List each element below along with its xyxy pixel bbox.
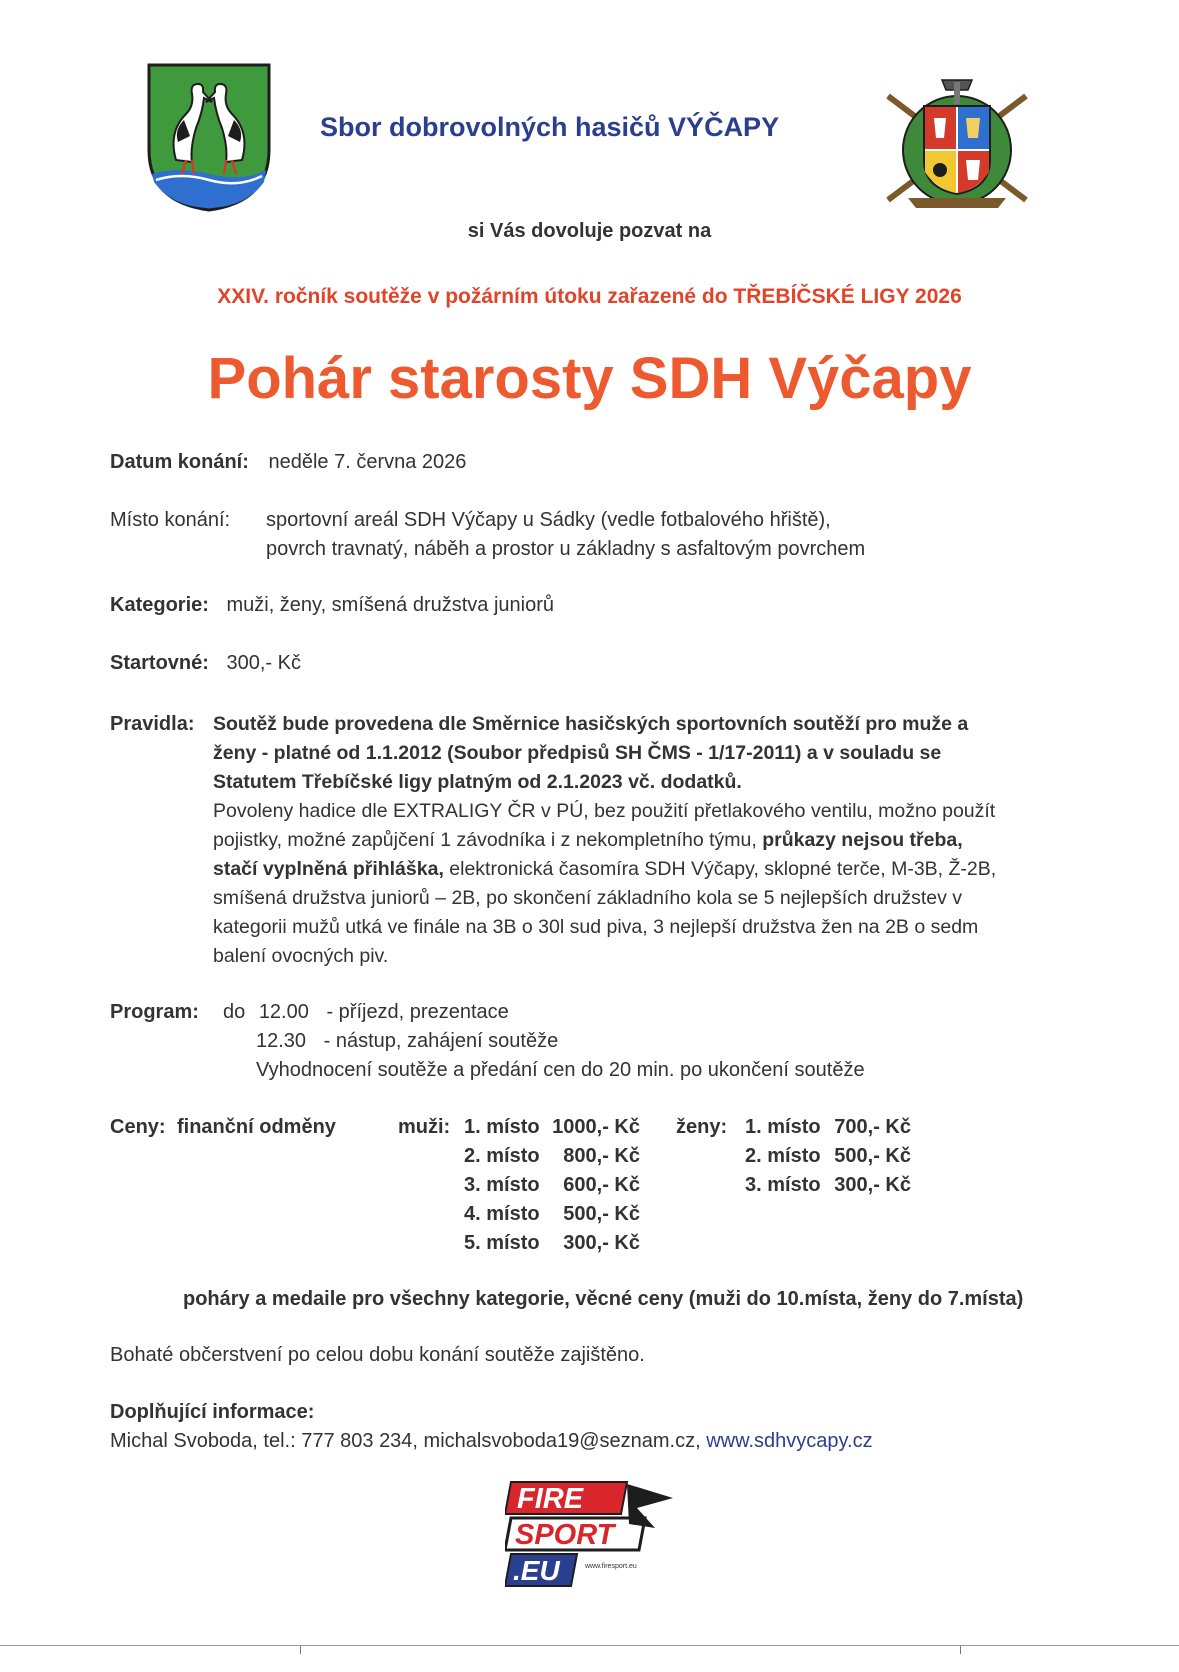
program-line-1-prefix: do (223, 1001, 246, 1023)
firesport-logo (505, 1478, 675, 1590)
event-subtitle: XXIV. ročník soutěže v požárním útoku zařazené do TŘEBÍČSKÉ LIGY 2026 (217, 285, 962, 308)
organization-name: Sbor dobrovolných hasičů VÝČAPY (320, 112, 780, 142)
firesport-small-url: www.firesport.eu (585, 1563, 637, 1570)
firesport-line-1: FIRE (517, 1483, 584, 1515)
men-prize-3: 3. místo 600,- Kč (464, 1174, 640, 1196)
event-title: Pohár starosty SDH Výčapy (207, 346, 972, 411)
fee-value: 300,- Kč (226, 652, 301, 674)
women-prizes (745, 1113, 911, 1200)
coat-of-arms-logo (146, 62, 272, 212)
bottom-tick-left (300, 1646, 301, 1654)
men-prize-1: 1. místo 1000,- Kč (464, 1116, 640, 1138)
fee-label: Startovné: (110, 652, 209, 674)
men-prizes (464, 1113, 640, 1258)
rules-line-9: balení ovocných piv. (213, 945, 389, 967)
rules-text (213, 710, 996, 971)
men-prize-5: 5. místo 300,- Kč (464, 1232, 640, 1254)
fee-row (110, 649, 301, 677)
men-prize-2: 2. místo 800,- Kč (464, 1145, 640, 1167)
program-line-2-text: - nástup, zahájení soutěže (323, 1030, 559, 1052)
rules-line-4: Povoleny hadice dle EXTRALIGY ČR v PÚ, bez použití přetlakového ventilu, možno použít (213, 800, 996, 822)
program-line-1-text: - příjezd, prezentace (326, 1001, 509, 1023)
program-line-3: Vyhodnocení soutěže a předání cen do 20 min. po ukončení soutěže (256, 1059, 865, 1081)
trophies-text: poháry a medaile pro všechny kategorie, věcné ceny (muži do 10.místa, ženy do 7.místa) (183, 1288, 1024, 1310)
women-prize-2: 2. místo 500,- Kč (745, 1145, 911, 1167)
rules-label: Pravidla: (110, 713, 195, 735)
program-label: Program: (110, 1001, 199, 1023)
bottom-tick-right (960, 1646, 961, 1654)
rules-line-5-normal: pojistky, možné zapůjčení 1 závodníka i z nekompletního týmu, (213, 829, 757, 851)
date-label: Datum konání: (110, 451, 249, 473)
firesport-line-2: SPORT (515, 1519, 615, 1551)
rules-bold-line-2: ženy - platné od 1.1.2012 (Soubor předpisů SH ČMS - 1/17-2011) a v souladu se (213, 742, 942, 764)
rules-bold-line-3: Statutem Třebíčské ligy platným od 2.1.2023 vč. dodatků. (213, 771, 742, 793)
rules-line-6-bold: stačí vyplněná přihláška, (213, 858, 444, 880)
firesport-line-3: .EU (513, 1555, 560, 1586)
info-label: Doplňující informace: (110, 1401, 315, 1423)
place-label: Místo konání: (110, 509, 231, 531)
rules-line-5-bold: průkazy nejsou třeba, (762, 829, 963, 851)
program-line-1-time: 12.00 (258, 1001, 309, 1023)
men-label: muži: (398, 1116, 451, 1138)
refreshments-text: Bohaté občerstvení po celou dobu konání soutěže zajištěno. (110, 1344, 645, 1366)
women-prize-3: 3. místo 300,- Kč (745, 1174, 911, 1196)
contact-details: Michal Svoboda, tel.: 777 803 234, michalsvoboda19@seznam.cz, (110, 1430, 701, 1452)
prizes-type: finanční odměny (177, 1116, 336, 1138)
category-value: muži, ženy, smíšená družstva juniorů (226, 594, 555, 616)
rules-line-8: kategorii mužů utká ve finále na 3B o 30l sud piva, 3 nejlepší družstva žen na 2B o sedm (213, 916, 979, 938)
women-prize-1: 1. místo 700,- Kč (745, 1116, 911, 1138)
info-contact-row (110, 1427, 873, 1455)
date-row (110, 448, 466, 476)
place-line-1: sportovní areál SDH Výčapy u Sádky (vedle fotbalového hřiště), (266, 509, 831, 531)
program-line-1 (223, 998, 509, 1026)
rules-bold-line-1: Soutěž bude provedena dle Směrnice hasičských sportovních soutěží pro muže a (213, 713, 969, 735)
rules-line-6-normal: elektronická časomíra SDH Výčapy, sklopné terče, M-3B, Ž-2B, (449, 858, 997, 880)
website-link[interactable]: www.sdhvycapy.cz (706, 1430, 873, 1452)
prizes-label: Ceny: (110, 1116, 166, 1138)
date-value: neděle 7. června 2026 (268, 451, 467, 473)
page-bottom-line (0, 1645, 1179, 1646)
firesport-logo-icon (505, 1478, 675, 1590)
invitation-text: si Vás dovoluje pozvat na (467, 220, 712, 242)
category-label: Kategorie: (110, 594, 209, 616)
firefighter-emblem-icon (878, 72, 1036, 212)
men-prize-4: 4. místo 500,- Kč (464, 1203, 640, 1225)
storks-emblem-icon (146, 62, 272, 212)
place-line-2: povrch travnatý, náběh a prostor u základny s asfaltovým povrchem (266, 538, 866, 560)
program-line-2-time: 12.30 (256, 1030, 307, 1052)
program-line-2 (256, 1027, 558, 1055)
rules-line-5 (213, 826, 996, 855)
women-label: ženy: (676, 1116, 728, 1138)
rules-line-6 (213, 855, 996, 884)
rules-line-7: smíšená družstva juniorů – 2B, po skončení základního kola se 5 nejlepších družstev v (213, 887, 962, 909)
firefighter-emblem-logo (878, 72, 1036, 212)
category-row (110, 591, 554, 619)
